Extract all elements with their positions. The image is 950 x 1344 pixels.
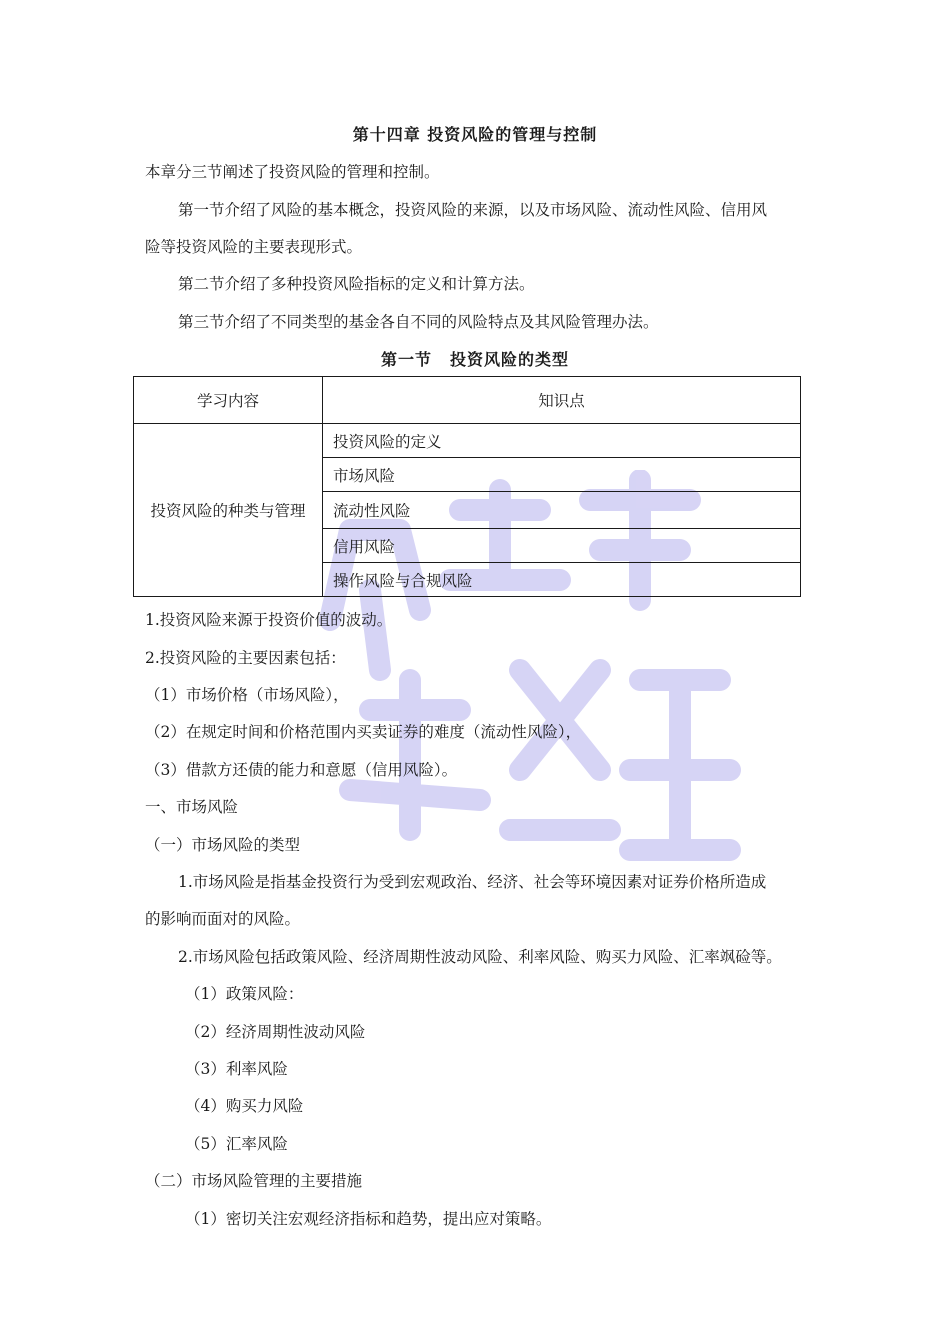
body-line: 2.投资风险的主要因素包括：: [145, 649, 346, 667]
body-line: （3）利率风险: [185, 1060, 288, 1078]
body-heading: （二）市场风险管理的主要措施: [145, 1172, 363, 1190]
topic-cell: 投资风险的种类与管理: [134, 424, 323, 597]
header-knowledge-points: 知识点: [323, 377, 801, 424]
body-heading: （一）市场风险的类型: [145, 836, 301, 854]
table-header-row: [134, 377, 801, 424]
knowledge-point-cell: 投资风险的定义: [323, 424, 801, 458]
intro-line: 第三节介绍了不同类型的基金各自不同的风险特点及其风险管理办法。: [178, 313, 659, 331]
body-line: 的影响而面对的风险。: [145, 910, 301, 928]
knowledge-point-cell: 市场风险: [323, 458, 801, 492]
knowledge-point-cell: 信用风险: [323, 529, 801, 563]
body-line: （2）在规定时间和价格范围内买卖证券的难度（流动性风险），: [145, 723, 582, 741]
body-line: 1.市场风险是指基金投资行为受到宏观政治、经济、社会等环境因素对证券价格所造成: [178, 873, 767, 891]
body-line: （4）购买力风险: [185, 1097, 304, 1115]
intro-line: 本章分三节阐述了投资风险的管理和控制。: [145, 163, 440, 181]
intro-line: 第一节介绍了风险的基本概念，投资风险的来源，以及市场风险、流动性风险、信用风: [178, 201, 768, 219]
intro-line: 第二节介绍了多种投资风险指标的定义和计算方法。: [178, 275, 535, 293]
knowledge-point-cell: 流动性风险: [323, 492, 801, 529]
section-number: 第一节: [380, 350, 432, 369]
body-line: （1）政策风险：: [185, 985, 304, 1003]
body-line: （1）密切关注宏观经济指标和趋势，提出应对策略。: [185, 1210, 552, 1228]
header-study-content: 学习内容: [134, 377, 323, 424]
body-line: 1.投资风险来源于投资价值的波动。: [145, 611, 393, 629]
body-heading: 一、市场风险: [145, 798, 239, 816]
section-title: [0, 347, 950, 370]
body-line: 2.市场风险包括政策风险、经济周期性波动风险、利率风险、购买力风险、汇率飒硷等。: [178, 948, 782, 966]
table-row: [134, 424, 801, 458]
body-line: （2）经济周期性波动风险: [185, 1023, 366, 1041]
knowledge-point-cell: 操作风险与合规风险: [323, 563, 801, 597]
body-line: （1）市场价格（市场风险），: [145, 686, 349, 704]
body-line: （3）借款方还债的能力和意愿（信用风险）。: [145, 761, 458, 779]
body-line: （5）汇率风险: [185, 1135, 288, 1153]
intro-line: 险等投资风险的主要表现形式。: [145, 238, 363, 256]
knowledge-table: [133, 376, 801, 597]
chapter-title: 第十四章 投资风险的管理与控制: [352, 125, 598, 144]
section-name: 投资风险的类型: [450, 350, 570, 369]
